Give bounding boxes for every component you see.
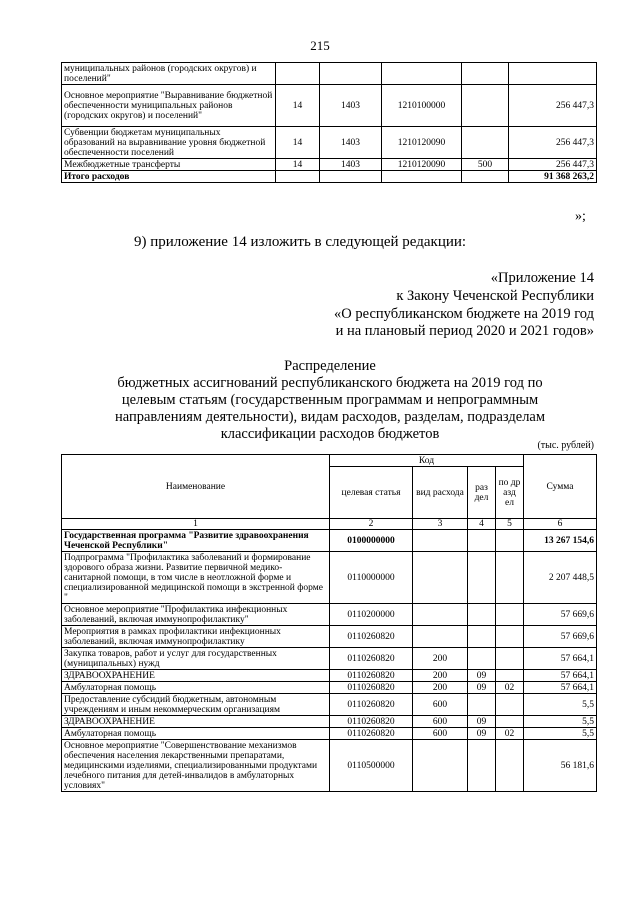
row-target: 0110500000 [330, 740, 413, 792]
table-row [62, 626, 597, 648]
col-number: 2 [330, 519, 413, 530]
row-vid: 600 [413, 716, 468, 728]
table-row [62, 694, 597, 716]
row-target [276, 171, 320, 183]
row-target: 0110000000 [330, 552, 413, 604]
col-name-header: Наименование [62, 455, 330, 519]
row-sum: 57 664,1 [524, 682, 597, 694]
row-target: 0100000000 [330, 530, 413, 552]
row-razdel [468, 740, 496, 792]
row-section [320, 63, 382, 85]
row-sum: 5,5 [524, 694, 597, 716]
col-razdel-header: раз дел [468, 467, 496, 519]
row-sum: 57 664,1 [524, 648, 597, 670]
row-section: 1403 [320, 127, 382, 159]
row-name: Амбулаторная помощь [62, 728, 330, 740]
row-podrazdel [496, 552, 524, 604]
row-sum: 13 267 154,6 [524, 530, 597, 552]
row-section: 1403 [320, 159, 382, 171]
heading-line-5: классификации расходов бюджетов [220, 426, 440, 442]
annex-title: «Приложение 14 [490, 270, 594, 286]
allocation-table [61, 454, 597, 792]
item-9-instruction: 9) приложение 14 изложить в следующей редакции: [134, 234, 467, 250]
row-podrazdel [496, 530, 524, 552]
row-podrazdel [496, 740, 524, 792]
row-name: ЗДРАВООХРАНЕНИЕ [62, 670, 330, 682]
table-row [62, 171, 597, 183]
col-number: 5 [496, 519, 524, 530]
row-podrazdel [496, 670, 524, 682]
row-sum: 57 664,1 [524, 670, 597, 682]
row-razdel: 09 [468, 682, 496, 694]
row-razdel [468, 694, 496, 716]
heading-line-1: Распределение [284, 358, 376, 374]
row-target: 14 [276, 159, 320, 171]
table-row [62, 159, 597, 171]
closing-quote: »; [575, 209, 586, 224]
row-name: Государственная программа "Развитие здравоохранения Чеченской Республики" [62, 530, 330, 552]
row-razdel [468, 604, 496, 626]
row-target: 14 [276, 127, 320, 159]
row-target: 0110260820 [330, 694, 413, 716]
row-name: муниципальных районов (городских округов) и поселений" [62, 63, 276, 85]
col-number: 3 [413, 519, 468, 530]
table-row [62, 682, 597, 694]
row-name: Мероприятия в рамках профилактики инфекционных заболеваний, включая иммунопрофилактику [62, 626, 330, 648]
table-row [62, 716, 597, 728]
row-razdel [468, 648, 496, 670]
table-row [62, 604, 597, 626]
row-sum: 57 669,6 [524, 604, 597, 626]
row-podrazdel [496, 626, 524, 648]
page-number: 215 [310, 38, 330, 53]
row-podrazdel [496, 604, 524, 626]
row-name: Предоставление субсидий бюджетным, автономным учреждениям и иным некоммерческим организациям [62, 694, 330, 716]
row-target: 14 [276, 85, 320, 127]
row-name: Амбулаторная помощь [62, 682, 330, 694]
table-row [62, 127, 597, 159]
row-name: Подпрограмма "Профилактика заболеваний и формирование здорового образа жизни. Развитие первичной медико-санитарной помощи, в том числе в неотложной форме и специализированной медицинской помощи в экстренной форме " [62, 552, 330, 604]
row-vid: 200 [413, 648, 468, 670]
row-target: 0110260820 [330, 626, 413, 648]
table-row [62, 552, 597, 604]
row-sum: 56 181,6 [524, 740, 597, 792]
row-code [462, 127, 509, 159]
row-target: 0110200000 [330, 604, 413, 626]
row-podrazdel: 02 [496, 728, 524, 740]
row-vid [413, 626, 468, 648]
row-code [462, 85, 509, 127]
row-name: Субвенции бюджетам муниципальных образований на выравнивание уровня бюджетной обеспеченности поселений [62, 127, 276, 159]
table-row [62, 740, 597, 792]
col-sum-header: Сумма [524, 455, 597, 519]
row-sum: 5,5 [524, 716, 597, 728]
table-row [62, 85, 597, 127]
row-vid: 1210100000 [382, 85, 462, 127]
annex-law: к Закону Чеченской Республики [396, 288, 594, 304]
row-target: 0110260820 [330, 716, 413, 728]
row-sum: 91 368 263,2 [509, 171, 597, 183]
col-number: 1 [62, 519, 330, 530]
col-podrazdel-header: по др азд ел [496, 467, 524, 519]
row-code [462, 63, 509, 85]
row-razdel [468, 552, 496, 604]
table-row [62, 63, 597, 85]
table-row [62, 648, 597, 670]
col-target-header: целевая статья [330, 467, 413, 519]
row-name: Межбюджетные трансферты [62, 159, 276, 171]
row-razdel [468, 530, 496, 552]
row-name: Основное мероприятие "Совершенствование механизмов обеспечения населения лекарственными препаратами, медицинскими изделиями, специализированными продуктами лечебного питания для детей-инвалидов в амбулаторных условиях" [62, 740, 330, 792]
row-target: 0110260820 [330, 648, 413, 670]
row-sum: 2 207 448,5 [524, 552, 597, 604]
annex-period: и на плановый период 2020 и 2021 годов» [335, 323, 594, 339]
row-name: Основное мероприятие "Профилактика инфекционных заболеваний, включая иммунопрофилактику" [62, 604, 330, 626]
row-sum: 256 447,3 [509, 159, 597, 171]
col-number: 4 [468, 519, 496, 530]
row-vid: 1210120090 [382, 159, 462, 171]
col-number: 6 [524, 519, 597, 530]
table-row [62, 670, 597, 682]
col-code-header: Код [330, 455, 524, 467]
units-label: (тыс. рублей) [537, 440, 594, 451]
row-vid [413, 604, 468, 626]
row-vid: 200 [413, 682, 468, 694]
col-vid-header: вид расхода [413, 467, 468, 519]
row-podrazdel [496, 648, 524, 670]
heading-line-3: целевым статьям (государственным программам и непрограммным [121, 392, 539, 408]
row-code: 500 [462, 159, 509, 171]
row-target: 0110260820 [330, 670, 413, 682]
row-podrazdel [496, 694, 524, 716]
row-name: ЗДРАВООХРАНЕНИЕ [62, 716, 330, 728]
row-vid [382, 63, 462, 85]
row-sum: 256 447,3 [509, 85, 597, 127]
row-vid [413, 530, 468, 552]
row-razdel: 09 [468, 716, 496, 728]
annex-budget: «О республиканском бюджете на 2019 год [334, 306, 594, 322]
table-row [62, 728, 597, 740]
row-razdel: 09 [468, 670, 496, 682]
row-vid [382, 171, 462, 183]
row-podrazdel [496, 716, 524, 728]
row-sum [509, 63, 597, 85]
row-razdel [468, 626, 496, 648]
row-vid [413, 740, 468, 792]
row-vid: 600 [413, 728, 468, 740]
row-sum: 57 669,6 [524, 626, 597, 648]
row-name: Закупка товаров, работ и услуг для государственных (муниципальных) нужд [62, 648, 330, 670]
row-sum: 5,5 [524, 728, 597, 740]
row-podrazdel: 02 [496, 682, 524, 694]
expenses-table-top [61, 62, 597, 183]
table-row [62, 530, 597, 552]
row-sum: 256 447,3 [509, 127, 597, 159]
heading-line-4: направлениям деятельности), видам расходов, разделам, подразделам [114, 409, 546, 425]
row-section: 1403 [320, 85, 382, 127]
row-vid: 200 [413, 670, 468, 682]
row-name: Итого расходов [62, 171, 276, 183]
row-target: 0110260820 [330, 682, 413, 694]
row-vid: 600 [413, 694, 468, 716]
heading-line-2: бюджетных ассигнований республиканского бюджета на 2019 год по [117, 375, 543, 391]
row-razdel: 09 [468, 728, 496, 740]
row-section [320, 171, 382, 183]
row-target [276, 63, 320, 85]
row-vid [413, 552, 468, 604]
row-name: Основное мероприятие "Выравнивание бюджетной обеспеченности муниципальных районов (городских округов) и поселений" [62, 85, 276, 127]
row-code [462, 171, 509, 183]
row-vid: 1210120090 [382, 127, 462, 159]
row-target: 0110260820 [330, 728, 413, 740]
